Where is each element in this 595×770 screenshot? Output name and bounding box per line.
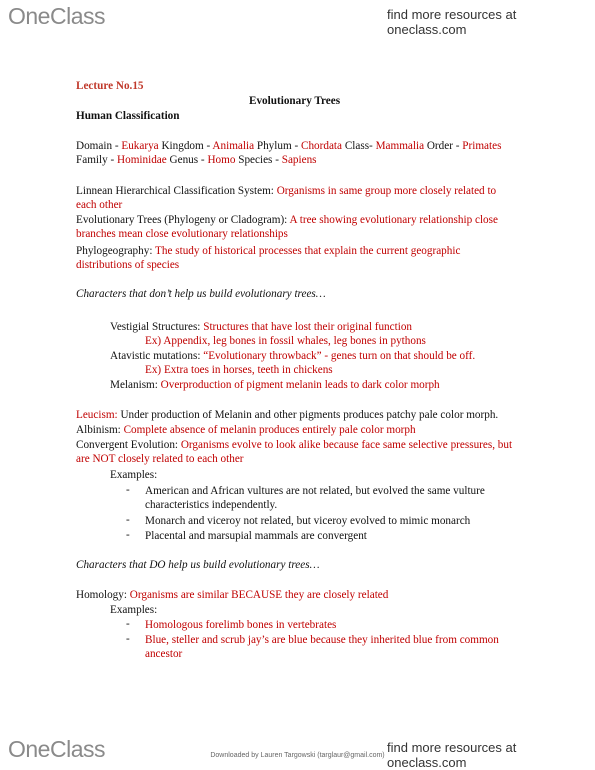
albinism-label: Albinism:: [76, 424, 124, 436]
bullet-dash: -: [126, 618, 130, 630]
atavistic-line: [110, 349, 475, 363]
classification-line-1: [76, 139, 501, 153]
label-species: Species -: [235, 154, 282, 166]
label-domain: Domain -: [76, 140, 122, 152]
conv-example-1a: American and African vultures are not related, but evolved the same vulture: [145, 485, 485, 497]
lecture-number: Lecture No.15: [76, 80, 144, 92]
convergent-text-1: Organisms evolve to look alike because face same selective pressures, but: [180, 439, 513, 451]
value-family: Hominidae: [117, 154, 167, 166]
linnean-text-1: Organisms in same group more closely related to: [276, 185, 497, 197]
melanism-line: [110, 378, 440, 392]
label-genus: Genus -: [166, 154, 208, 166]
melanism-text: Overproduction of pigment melanin leads to dark color morph: [160, 379, 440, 391]
homology-example-1: Homologous forelimb bones in vertebrates: [145, 619, 337, 631]
leucism-line: [76, 408, 498, 422]
atavistic-text: “Evolutionary throwback” - genes turn on that should be off.: [203, 350, 476, 362]
logo-text: OneClass: [8, 3, 105, 29]
page-title: Evolutionary Trees: [249, 95, 341, 107]
value-species: Sapiens: [281, 154, 317, 166]
label-phylum: Phylum -: [254, 140, 301, 152]
section-heading-1: Characters that don’t help us build evolutionary trees…: [76, 288, 326, 300]
phylo-text-1: The study of historical processes that explain the current geographic: [155, 245, 461, 257]
vestigial-label: Vestigial Structures:: [110, 321, 204, 333]
conv-example-3: Placental and marsupial mammals are convergent: [145, 530, 367, 542]
label-family: Family -: [76, 154, 118, 166]
leucism-label: Leucism:: [76, 409, 121, 421]
value-phylum: Chordata: [301, 140, 343, 152]
convergent-text-2: are NOT closely related to each other: [76, 453, 244, 465]
bullet-dash: -: [126, 514, 130, 526]
bullet-dash: -: [126, 633, 130, 645]
find-more-link[interactable]: find more resources at oneclass.com: [387, 7, 517, 37]
examples-label-1: Examples:: [110, 469, 158, 481]
phylo-definition: [76, 244, 460, 258]
atavistic-example: Ex) Extra toes in horses, teeth in chickens: [145, 364, 333, 376]
classification-line-2: [76, 153, 317, 167]
homology-line: [76, 588, 388, 602]
convergent-label: Convergent Evolution:: [76, 439, 181, 451]
bullet-dash: -: [126, 484, 130, 496]
albinism-text: Complete absence of melanin produces entirely pale color morph: [123, 424, 416, 436]
atavistic-label: Atavistic mutations:: [110, 350, 204, 362]
leucism-text: Under production of Melanin and other pigments produces patchy pale color morph.: [120, 409, 499, 421]
examples-label-2: Examples:: [110, 604, 158, 616]
phylo-label: Phylogeography:: [76, 245, 156, 257]
linnean-definition: [76, 184, 496, 198]
homology-example-2b: ancestor: [145, 648, 183, 660]
homology-text: Organisms are similar BECAUSE they are closely related: [129, 589, 389, 601]
homology-label: Homology:: [76, 589, 130, 601]
trees-text-1: A tree showing evolutionary relationship close: [289, 214, 498, 226]
section-heading-2: Characters that DO help us build evolutionary trees…: [76, 559, 320, 571]
label-class: Class-: [342, 140, 376, 152]
trees-definition: [76, 213, 498, 227]
trees-text-2: branches mean close evolutionary relationships: [76, 228, 288, 240]
value-order: Primates: [462, 140, 502, 152]
subtitle: Human Classification: [76, 110, 180, 122]
value-class: Mammalia: [375, 140, 425, 152]
value-domain: Eukarya: [121, 140, 159, 152]
logo-text-footer: OneClass: [8, 736, 105, 762]
value-kingdom: Animalia: [212, 140, 255, 152]
vestigial-text: Structures that have lost their original function: [203, 321, 413, 333]
oneclass-logo[interactable]: [8, 3, 105, 30]
conv-example-2: Monarch and viceroy not related, but viceroy evolved to mimic monarch: [145, 515, 471, 527]
value-genus: Homo: [207, 154, 236, 166]
linnean-text-2: each other: [76, 199, 123, 211]
find-more-link-footer[interactable]: find more resources at oneclass.com: [387, 740, 517, 770]
linnean-label: Linnean Hierarchical Classification System:: [76, 185, 277, 197]
convergent-line: [76, 438, 512, 452]
conv-example-1b: characteristics independently.: [145, 499, 278, 511]
melanism-label: Melanism:: [110, 379, 161, 391]
bullet-dash: -: [126, 529, 130, 541]
download-footer: Downloaded by Lauren Targowski (targlaur@gmail.com): [210, 752, 385, 759]
label-order: Order -: [424, 140, 463, 152]
vestigial-line: [110, 320, 412, 334]
homology-example-2a: Blue, steller and scrub jay’s are blue because they inherited blue from common: [145, 634, 499, 646]
trees-label: Evolutionary Trees (Phylogeny or Cladogram):: [76, 214, 290, 226]
albinism-line: [76, 423, 416, 437]
vestigial-example: Ex) Appendix, leg bones in fossil whales, leg bones in pythons: [145, 335, 426, 347]
label-kingdom: Kingdom -: [158, 140, 213, 152]
phylo-text-2: distributions of species: [76, 259, 180, 271]
